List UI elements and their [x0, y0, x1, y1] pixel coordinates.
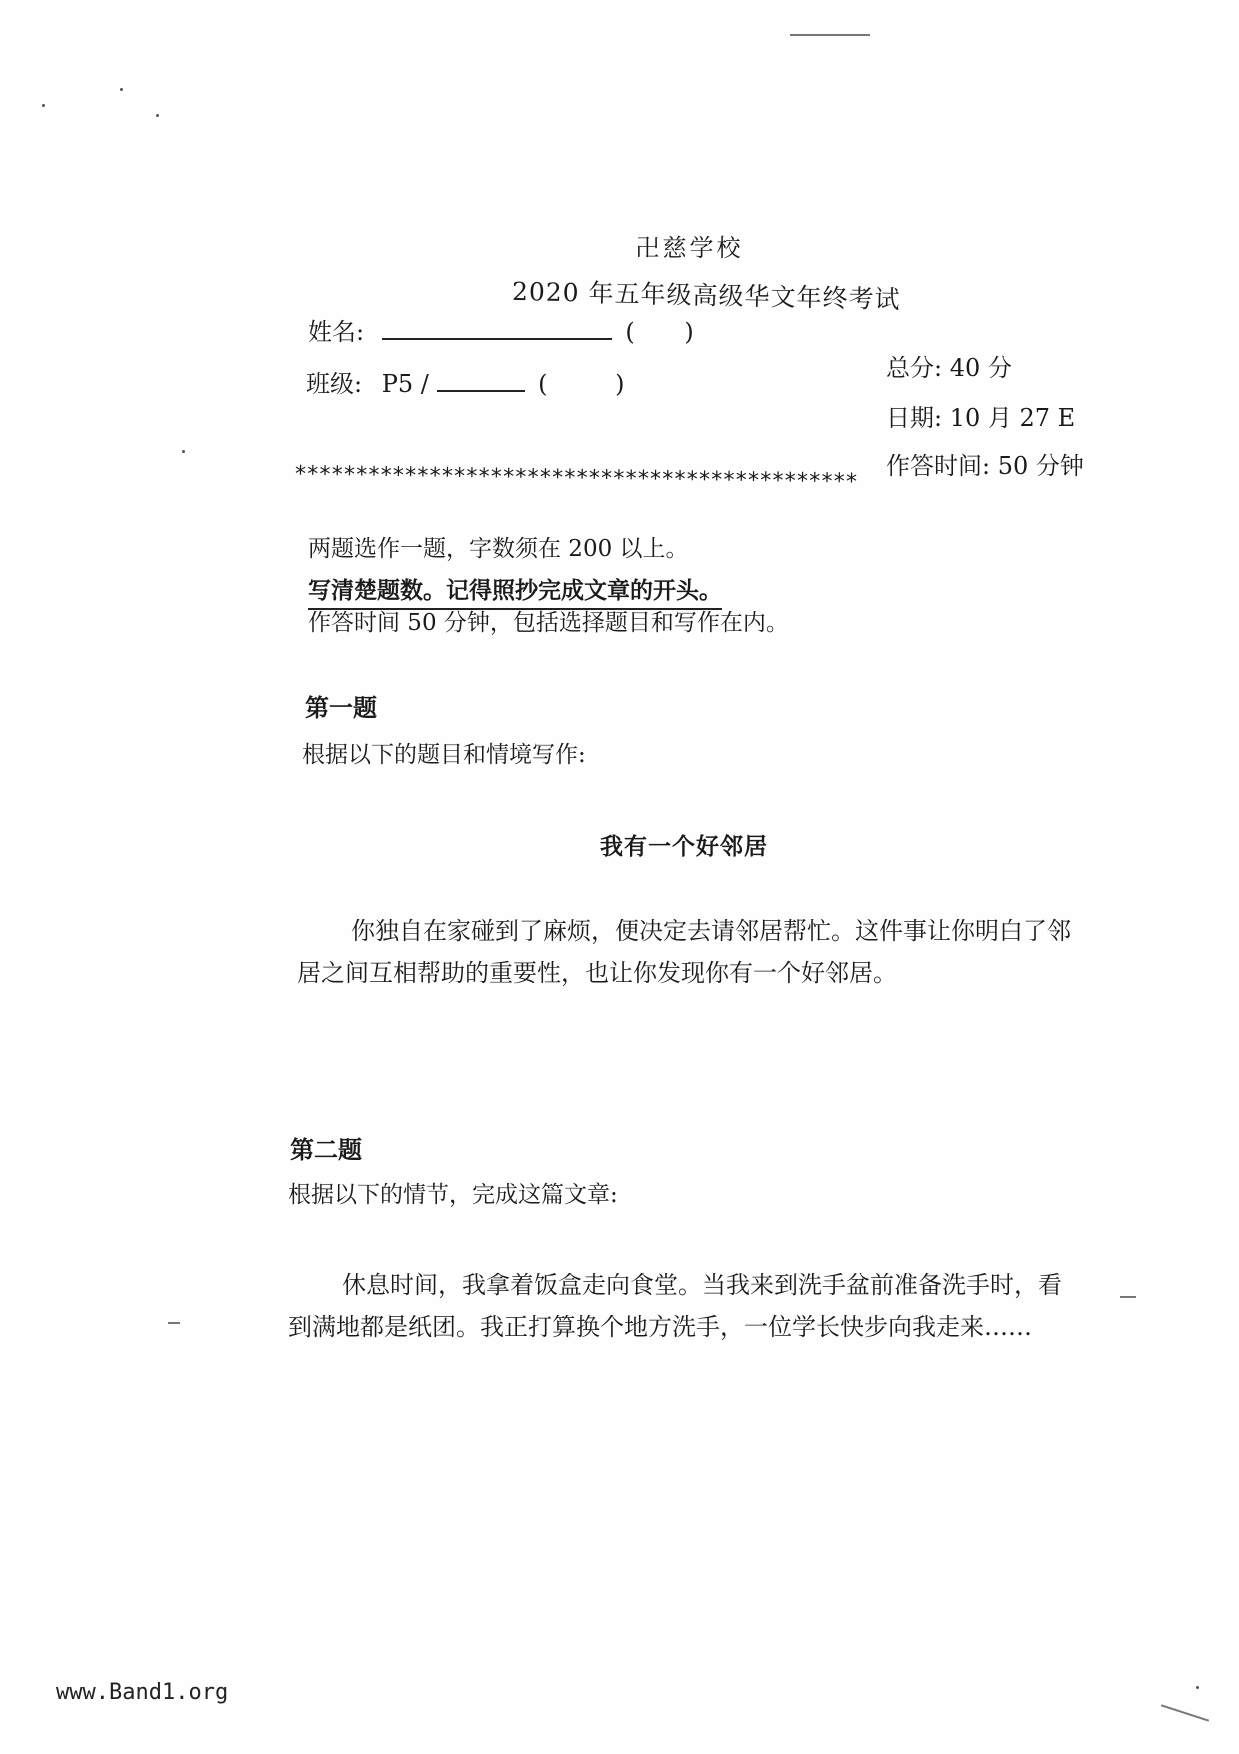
question-1-paragraph: 你独自在家碰到了麻烦，便决定去请邻居帮忙。这件事让你明白了邻居之间互相帮助的重要性，也让你发现你有一个好邻居。 — [297, 917, 1071, 987]
school-name: 卍慈学校 — [635, 234, 744, 262]
exam-title: 2020 年五年级高级华文年终考试 — [511, 276, 901, 315]
name-blank-line[interactable] — [382, 338, 612, 340]
star-divider: ********************************************** — [293, 462, 858, 495]
question-1-heading: 第一题 — [305, 693, 377, 722]
name-field-row — [308, 312, 694, 347]
scan-mark — [1120, 1296, 1136, 1298]
instruction-line-3: 作答时间 50 分钟，包括选择题目和写作在内。 — [308, 610, 789, 636]
question-2-heading: 第二题 — [290, 1135, 362, 1164]
scan-speck — [120, 88, 123, 91]
instruction-line-2 — [308, 572, 722, 605]
question-2-paragraph: 休息时间，我拿着饭盒走向食堂。当我来到洗手盆前准备洗手时，看到满地都是纸团。我正打算换个地方洗手，一位学长快步向我走来…… — [288, 1271, 1062, 1341]
exam-date: 日期: 10 月 27 E — [886, 404, 1076, 432]
scan-speck — [182, 450, 185, 453]
question-1-title: 我有一个好邻居 — [600, 833, 768, 860]
question-2-intro: 根据以下的情节，完成这篇文章: — [288, 1182, 618, 1208]
site-watermark: www.Band1.org — [56, 1680, 229, 1705]
scan-speck — [156, 114, 159, 117]
class-prefix: P5 / — [381, 370, 429, 398]
answer-time: 作答时间: 50 分钟 — [886, 452, 1084, 480]
scan-speck — [1196, 1686, 1199, 1689]
scan-mark — [790, 34, 870, 36]
class-paren-close: ) — [615, 370, 625, 398]
name-paren-close: ) — [684, 318, 694, 346]
scan-mark — [1161, 1704, 1209, 1721]
scan-speck — [42, 104, 45, 107]
instruction-line-2-text: 写清楚题数。记得照抄完成文章的开头。 — [308, 577, 722, 610]
class-blank-line[interactable] — [437, 390, 525, 392]
class-paren-open: ( — [538, 370, 548, 398]
name-paren-open: ( — [625, 318, 635, 346]
question-1-intro: 根据以下的题目和情境写作: — [302, 742, 586, 768]
class-field-row — [306, 364, 625, 399]
scan-mark — [168, 1322, 180, 1324]
name-label: 姓名: — [308, 318, 365, 346]
class-label: 班级: — [306, 370, 363, 398]
total-score: 总分: 40 分 — [886, 354, 1012, 382]
instruction-line-1: 两题选作一题，字数须在 200 以上。 — [308, 536, 689, 562]
